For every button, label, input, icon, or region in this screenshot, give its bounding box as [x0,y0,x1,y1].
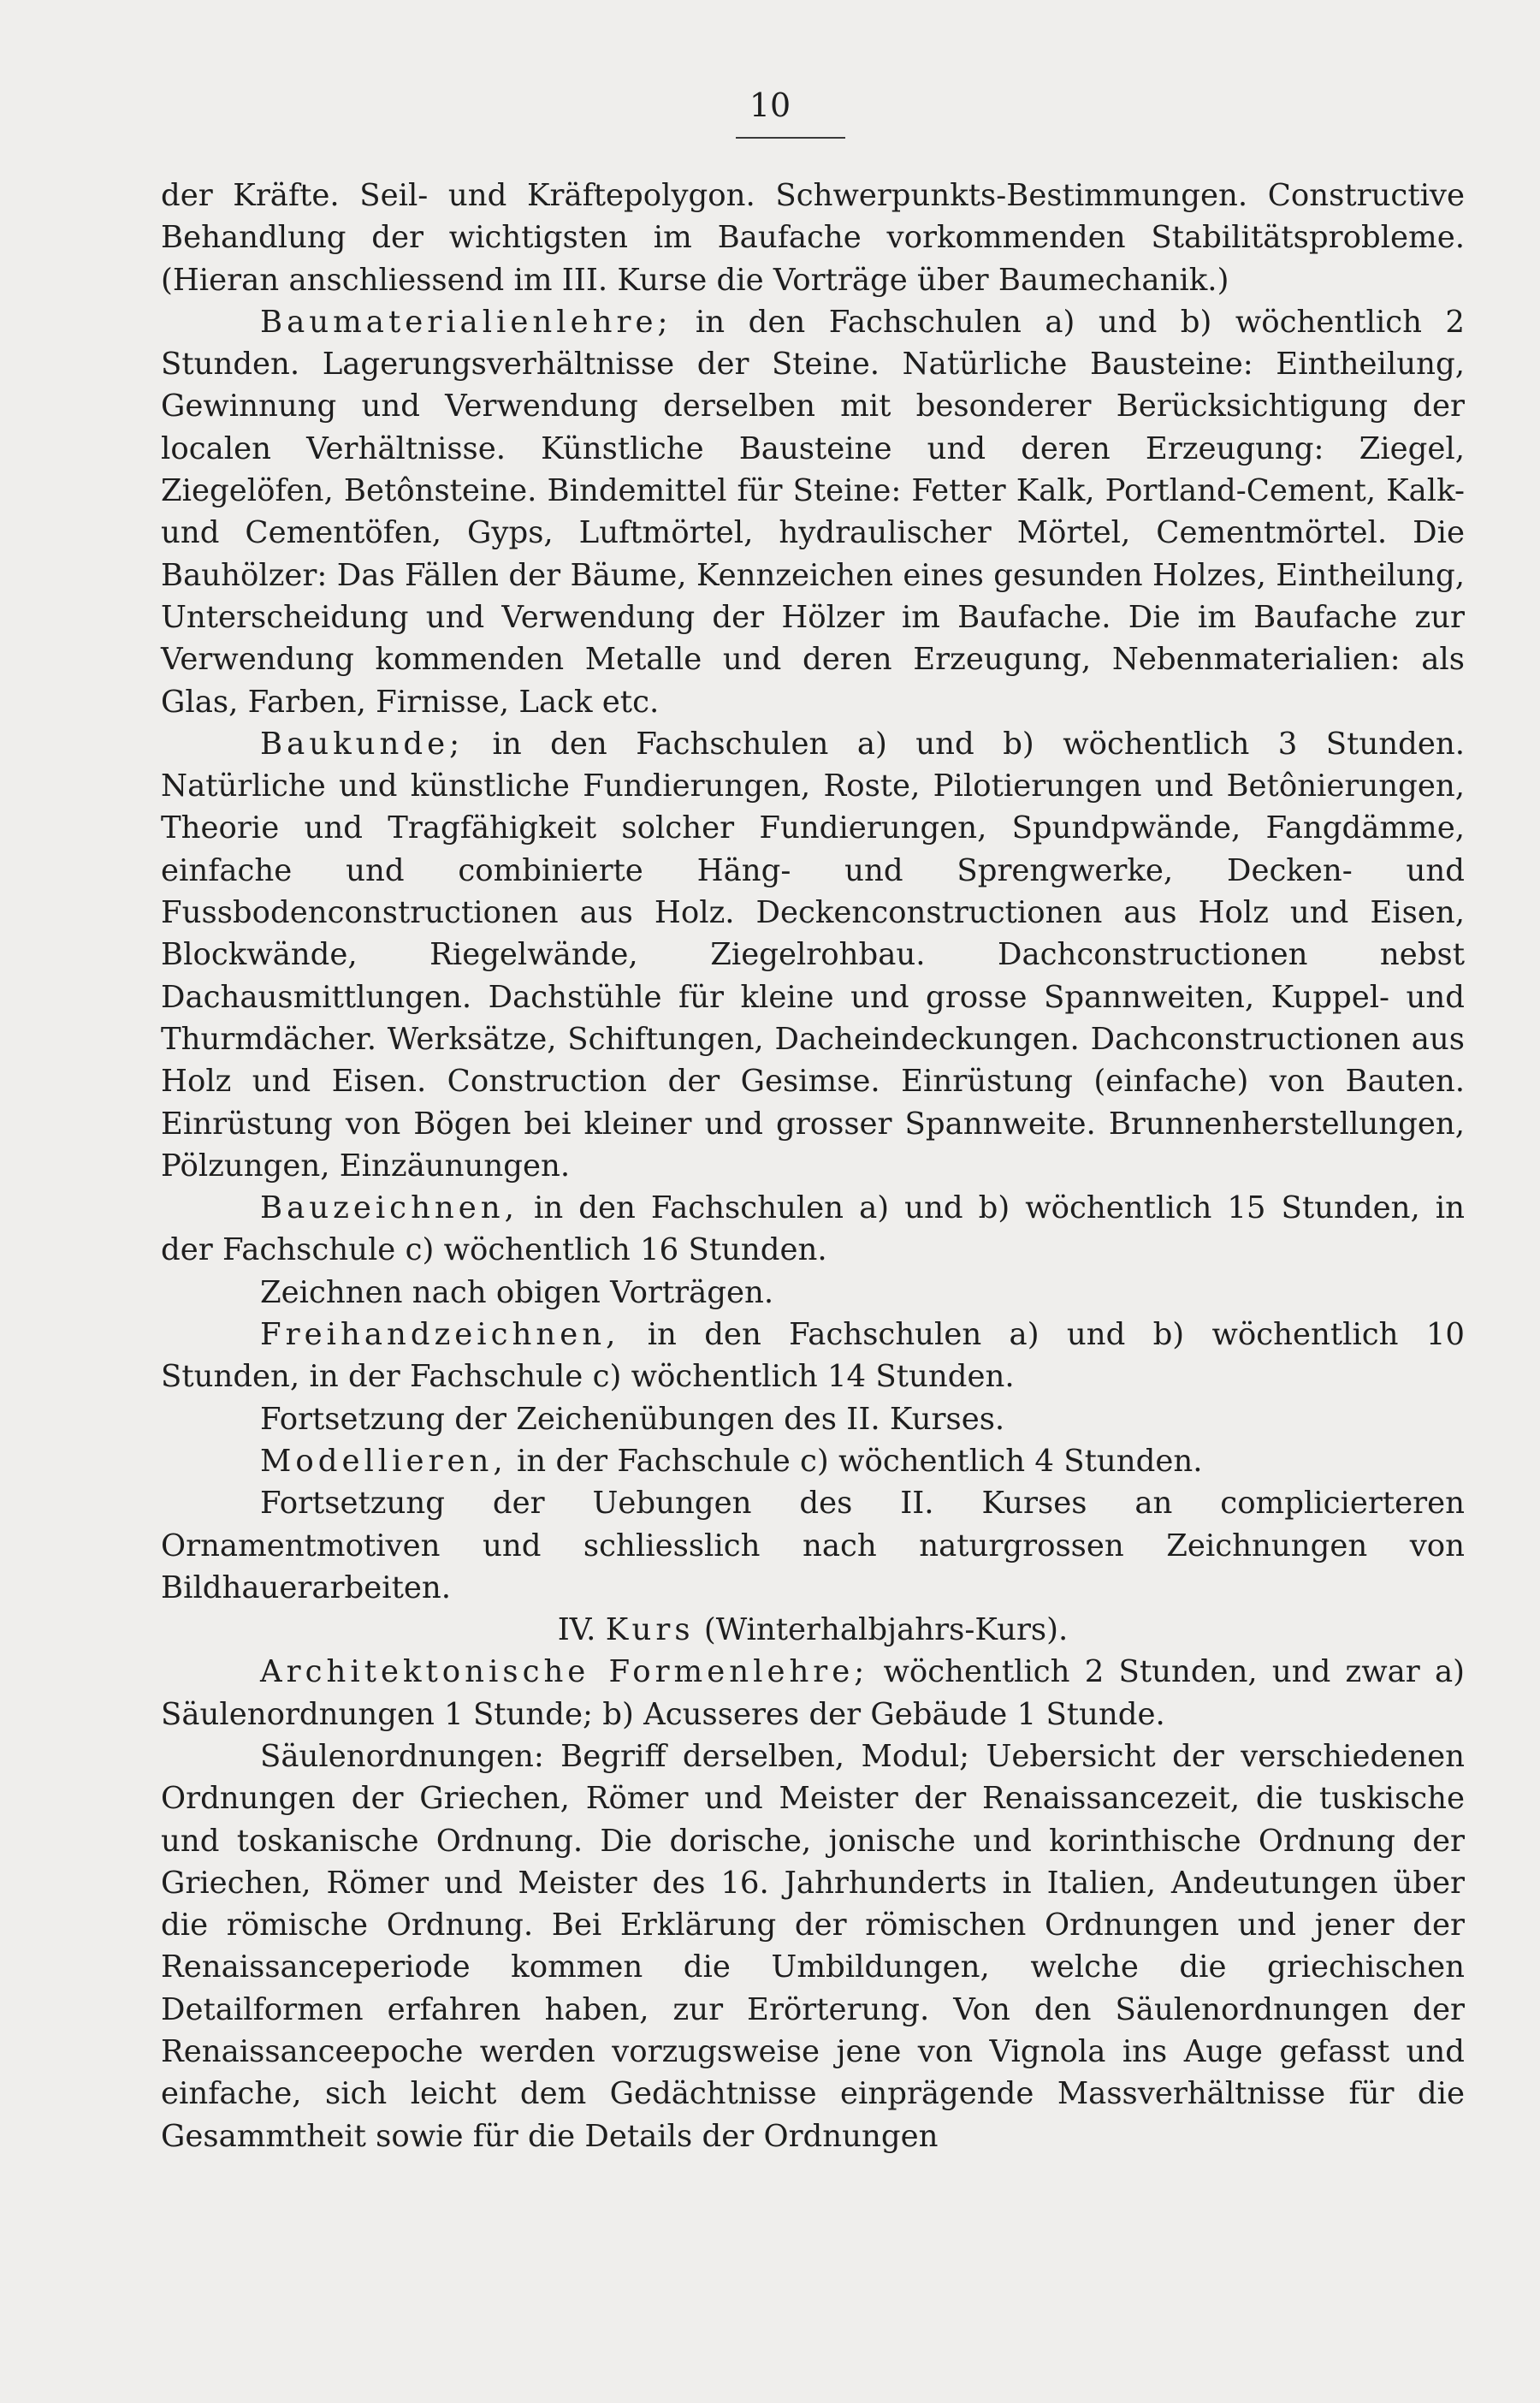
paragraph-lead: Bauzeichnen, [260,1190,518,1226]
paragraph [161,301,1465,723]
paragraph [161,175,1465,301]
paragraph-text: in den Fachschulen a) und b) wöchentlich 2 Stunden. Lagerungsverhältnisse der Steine. Natürliche Bausteine: Eintheilung, Gewinnung und Verwendung derselben mit besonderer Berücksichtigung der localen Verhältnisse. Künstliche Bausteine und deren Erzeugung: Ziegel, Ziegelöfen, Betônsteine. Bindemittel für Steine: Fetter Kalk, Portland-Cement, Kalk- und Cementöfen, Gyps, Luftmörtel, hydraulischer Mörtel, Cementmörtel. Die Bauhölzer: Das Fällen der Bäume, Kennzeichen eines gesunden Holzes, Eintheilung, Unterscheidung und Verwendung der Hölzer im Baufache. Die im Baufache zur Verwendung kommenden Metalle und deren Erzeugung, Nebenmaterialien: als Glas, Farben, Firnisse, Lack etc. [161,304,1465,720]
page-number-rule [736,137,845,139]
paragraph-text: der Kräfte. Seil- und Kräftepolygon. Schwerpunkts-Bestimmungen. Constructive Behandlung der wichtigsten im Baufache vorkommenden Stabilitätsprobleme. (Hieran anschliessend im III. Kurse die Vorträge über Baumechanik.) [161,178,1465,298]
paragraph-text: wöchentlich 2 Stunden, und zwar a) Säulenordnungen 1 Stunde; b) Acusseres der Gebäude 1 Stunde. [161,1654,1465,1732]
paragraph [161,1398,1465,1440]
section-heading [161,1609,1465,1651]
paragraph-text: Fortsetzung der Uebungen des II. Kurses an complicierteren Ornamentmotiven und schliesslich nach naturgrossen Zeichnungen von Bildhauerarbeiten. [161,1486,1465,1605]
paragraph-lead: Modellieren, [260,1443,507,1479]
paragraph-text: Fortsetzung der Zeichenübungen des II. Kurses. [260,1401,1005,1437]
paragraph-lead: Baukunde; [260,726,465,762]
section-word: Kurs [605,1612,695,1648]
paragraph-text: in den Fachschulen a) und b) wöchentlich 3 Stunden. Natürliche und künstliche Fundierungen, Roste, Pilotierungen und Betônierungen, Theorie und Tragfähigkeit solcher Fundierungen, Spundpwände, Fangdämme, einfache und combinierte Häng- und Sprengwerke, Decken- und Fussbodenconstructionen aus Holz. Deckenconstructionen aus Holz und Eisen, Blockwände, Riegelwände, Ziegelrohbau. Dachconstructionen nebst Dachausmittlungen. Dachstühle für kleine und grosse Spannweiten, Kuppel- und Thurmdächer. Werksätze, Schiftungen, Dacheindeckungen. Dachconstructionen aus Holz und Eisen. Construction der Gesimse. Einrüstung (einfache) von Bauten. Einrüstung von Bögen bei kleiner und grosser Spannweite. Brunnenherstellungen, Pölzungen, Einzäunungen. [161,726,1465,1184]
paragraph-text: in der Fachschule c) wöchentlich 4 Stunden. [506,1443,1203,1479]
paragraph-lead: Baumaterialienlehre; [260,304,672,340]
paragraph-text: in den Fachschulen a) und b) wöchentlich 15 Stunden, in der Fachschule c) wöchentlich 16 Stunden. [161,1190,1465,1268]
paragraph [161,1314,1465,1398]
section-numeral: IV. [557,1612,596,1648]
paragraph [161,1736,1465,2157]
paragraph [161,1272,1465,1314]
paragraph [161,1651,1465,1736]
paragraph-text: Zeichnen nach obigen Vorträgen. [260,1274,774,1310]
paragraph-text: in den Fachschulen a) und b) wöchentlich 10 Stunden, in der Fachschule c) wöchentlich 14 Stunden. [161,1317,1465,1395]
body-text [161,175,1465,2157]
paragraph [161,723,1465,1187]
paragraph [161,1440,1465,1482]
paragraph-lead: Freihandzeichnen, [260,1317,620,1353]
page-number: 10 [749,86,791,124]
section-note: (Winterhalbjahrs-Kurs). [703,1612,1069,1648]
paragraph [161,1482,1465,1609]
paragraph [161,1187,1465,1272]
paragraph-lead: Architektonische Formenlehre; [260,1654,869,1690]
paragraph-text: Säulenordnungen: Begriff derselben, Modul; Uebersicht der verschiedenen Ordnungen der Griechen, Römer und Meister der Renaissancezeit, die tuskische und toskanische Ordnung. Die dorische, jonische und korinthische Ordnung der Griechen, Römer und Meister des 16. Jahrhunderts in Italien, Andeutungen über die römische Ordnung. Bei Erklärung der römischen Ordnungen und jener der Renaissanceperiode kommen die Umbildungen, welche die griechischen Detailformen erfahren haben, zur Erörterung. Von den Säulenordnungen der Renaissanceepoche werden vorzugsweise jene von Vignola ins Auge gefasst und einfache, sich leicht dem Gedächtnisse einprägende Massverhältnisse für die Gesammtheit sowie für die Details der Ordnungen [161,1738,1465,2154]
